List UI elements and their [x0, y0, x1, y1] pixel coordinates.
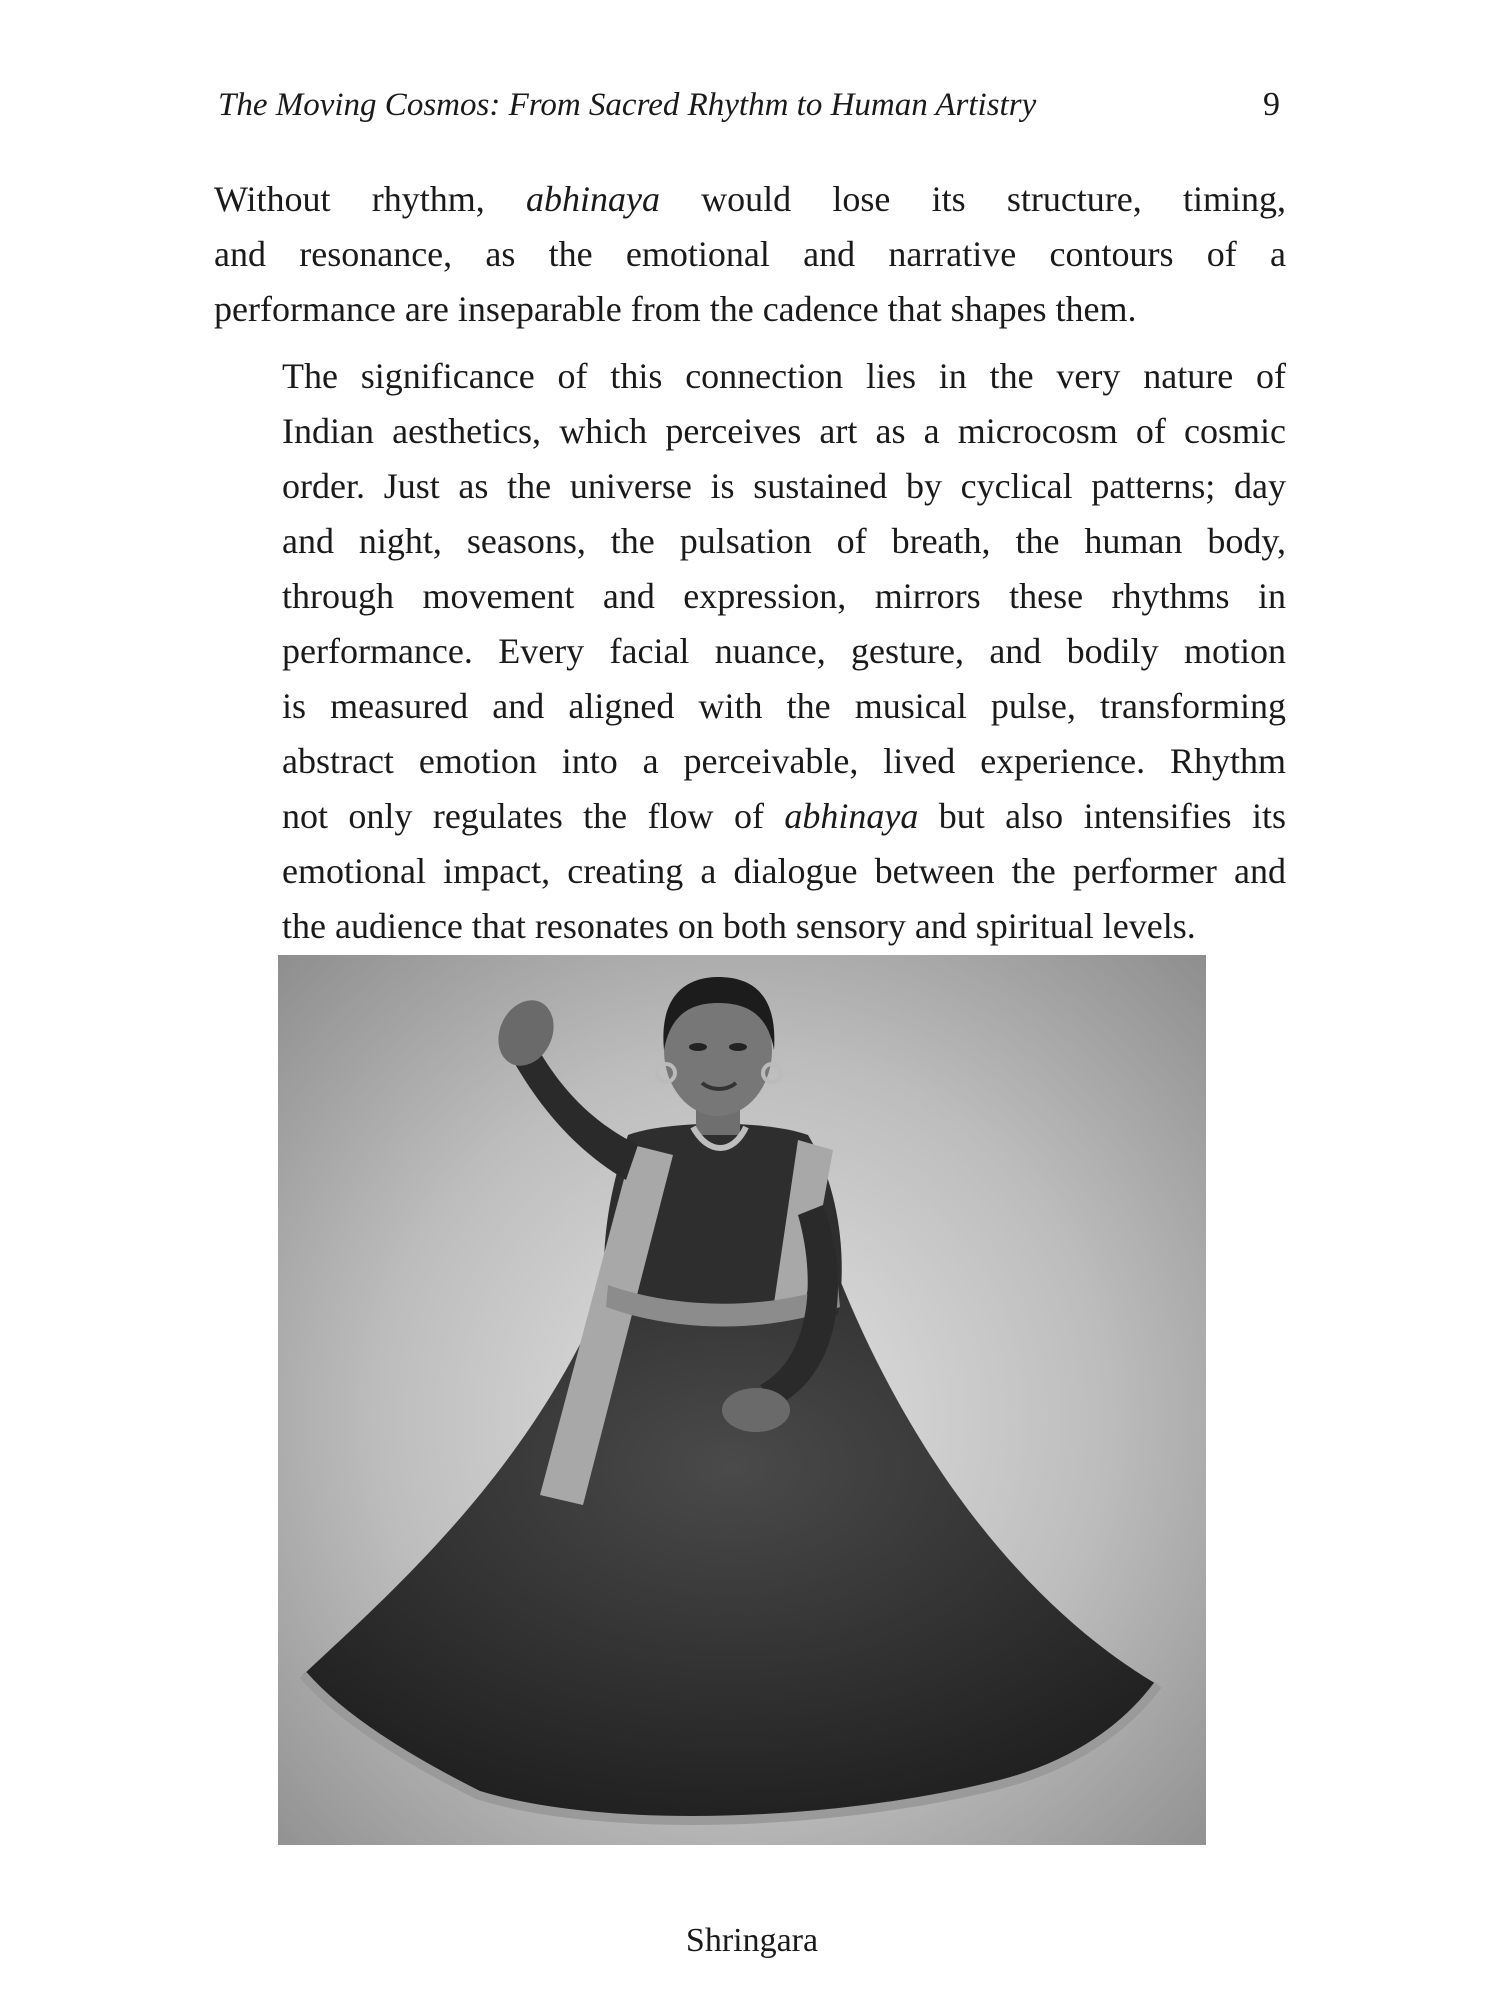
skirt-shape	[303, 1275, 1158, 1820]
text-line: abstract emotion into a perceivable, lived experience. Rhythm	[282, 741, 1286, 781]
running-head	[218, 86, 1280, 124]
body-text	[214, 172, 1286, 954]
running-title: The Moving Cosmos: From Sacred Rhythm to Human Artistry	[218, 87, 1037, 123]
dancer-illustration	[278, 955, 1206, 1845]
text-line: not only regulates the flow of abhinaya but also intensifies its	[282, 796, 1286, 836]
raised-hand	[488, 991, 564, 1075]
page-number: 9	[1263, 86, 1280, 123]
text-line: performance are inseparable from the cadence that shapes them.	[214, 289, 1137, 329]
text-line: Indian aesthetics, which perceives art as a microcosm of cosmic	[282, 411, 1286, 451]
figure-caption: Shringara	[685, 1922, 819, 1959]
text-line: through movement and expression, mirrors these rhythms in	[282, 576, 1286, 616]
right-eye	[729, 1043, 747, 1051]
dancer-photo	[278, 955, 1206, 1845]
text-line: and resonance, as the emotional and narrative contours of a	[214, 234, 1286, 274]
paragraph	[214, 172, 1286, 337]
text-line: order. Just as the universe is sustained by cyclical patterns; day	[282, 466, 1286, 506]
resting-hand	[722, 1388, 790, 1432]
text-line: The significance of this connection lies in the very nature of	[282, 356, 1286, 396]
text-line: performance. Every facial nuance, gesture, and bodily motion	[282, 631, 1286, 671]
emphasis-abhinaya: abhinaya	[784, 796, 919, 836]
text-line: Without rhythm, abhinaya would lose its structure, timing,	[214, 179, 1286, 219]
text-line: is measured and aligned with the musical pulse, transforming	[282, 686, 1286, 726]
emphasis-abhinaya: abhinaya	[525, 179, 660, 219]
text-line: emotional impact, creating a dialogue between the performer and	[282, 851, 1286, 891]
left-eye	[689, 1043, 707, 1051]
text-line: the audience that resonates on both sensory and spiritual levels.	[282, 906, 1196, 946]
paragraph	[214, 349, 1286, 954]
text-line: and night, seasons, the pulsation of breath, the human body,	[282, 521, 1286, 561]
